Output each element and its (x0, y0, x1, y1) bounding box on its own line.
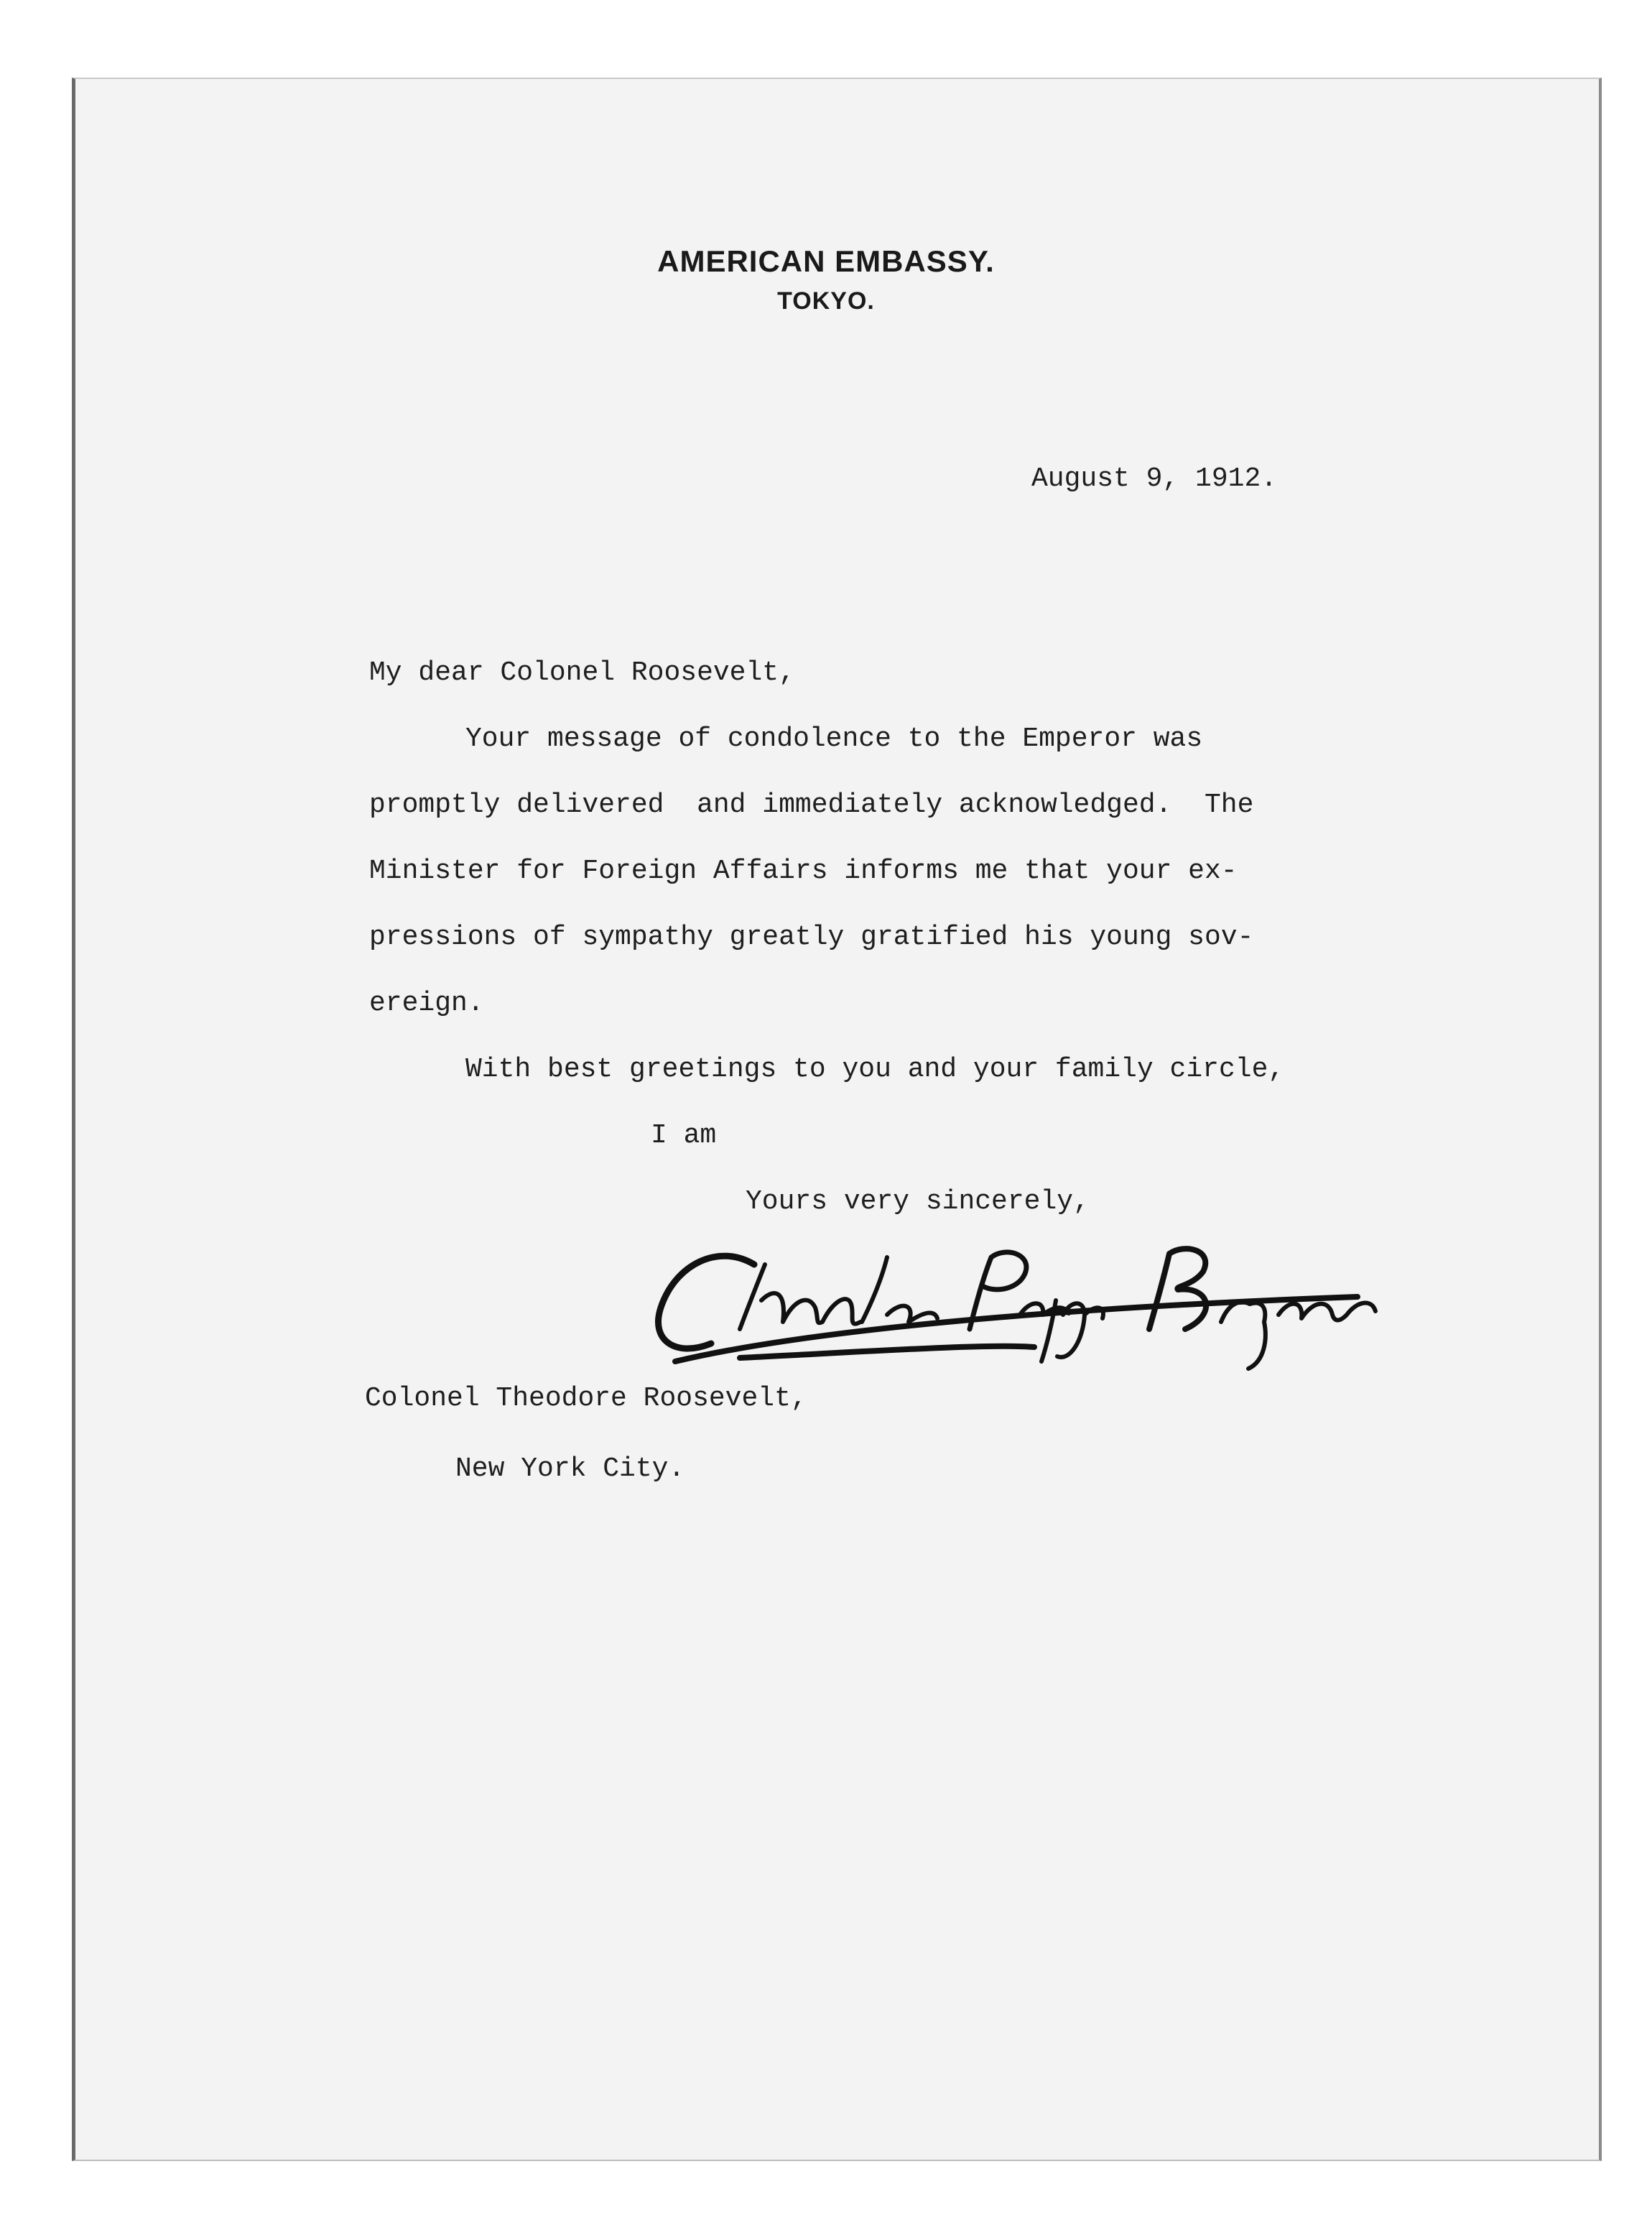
letterhead-org: AMERICAN EMBASSY. (657, 244, 995, 278)
recipient-name: Colonel Theodore Roosevelt, (365, 1383, 807, 1414)
closing-line: Yours very sincerely, (746, 1186, 1090, 1217)
letter-sheet (72, 78, 1602, 2161)
body-line: Your message of condolence to the Emperor was (465, 723, 1203, 754)
body-line: ereign. (369, 988, 484, 1019)
letterhead-city: TOKYO. (777, 287, 875, 315)
body-line: promptly delivered and immediately acknowledged. The (369, 790, 1254, 820)
i-am-line: I am (651, 1120, 717, 1151)
signature (632, 1214, 1429, 1387)
letter-date: August 9, 1912. (1031, 463, 1278, 494)
recipient-city: New York City. (455, 1453, 685, 1484)
greeting-line: With best greetings to you and your family circle, (465, 1054, 1285, 1085)
salutation: My dear Colonel Roosevelt, (369, 657, 795, 688)
body-line: pressions of sympathy greatly gratified his young sov- (369, 922, 1254, 953)
body-line: Minister for Foreign Affairs informs me that your ex- (369, 856, 1238, 887)
